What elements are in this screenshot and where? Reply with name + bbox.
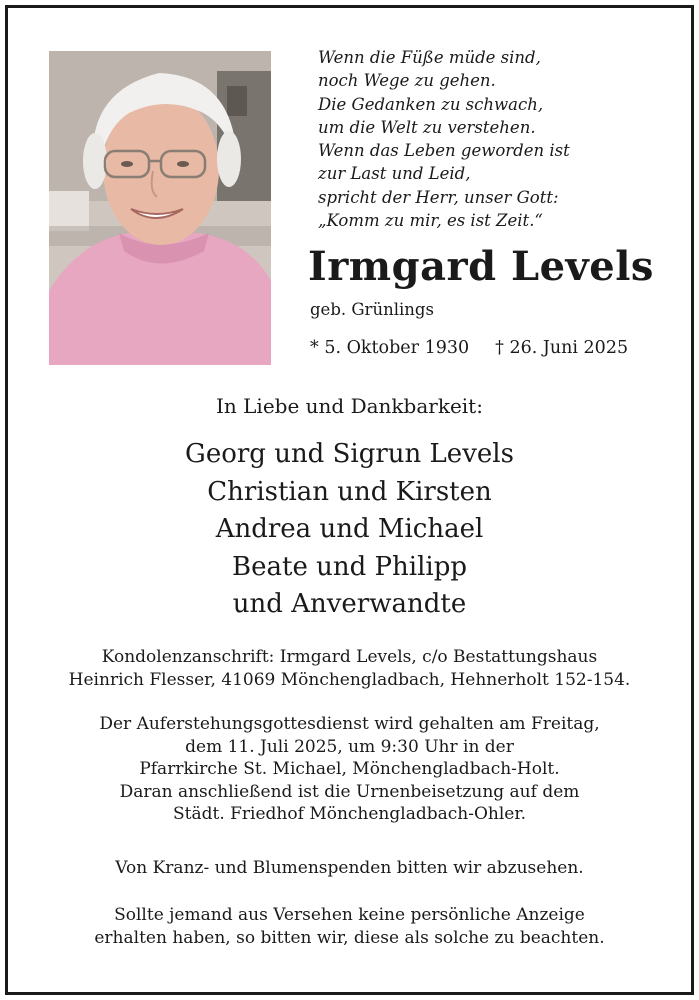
text-line: Daran anschließend ist die Urnenbeisetzung auf dem (119, 781, 580, 802)
service-details (0, 713, 699, 826)
text-line: Heinrich Flesser, 41069 Mönchengladbach, Hehnerholt 152-154. (68, 669, 631, 690)
greeting: In Liebe und Dankbarkeit: (216, 394, 483, 418)
text-line: Pfarrkirche St. Michael, Mönchengladbach-Holt. (139, 759, 560, 779)
text-line: Von Kranz- und Blumenspenden bitten wir abzusehen. (115, 858, 584, 878)
poem-line: Die Gedanken zu schwach, (318, 94, 544, 114)
mourners-list (0, 436, 699, 624)
poem-line: um die Welt zu verstehen. (318, 117, 536, 137)
mourner-line: Andrea und Michael (215, 514, 484, 544)
birth-date: * 5. Oktober 1930 (310, 338, 470, 358)
text-line: Städt. Friedhof Mönchengladbach-Ohler. (173, 804, 526, 824)
mourner-line: und Anverwandte (232, 589, 467, 619)
flowers-note (0, 857, 699, 880)
life-dates (310, 338, 628, 358)
notice-note (0, 904, 699, 949)
mourner-line: Georg und Sigrun Levels (185, 439, 514, 469)
poem-line: spricht der Herr, unser Gott: (318, 187, 559, 207)
mourner-line: Beate und Philipp (232, 551, 467, 582)
text-line: Kondolenzanschrift: Irmgard Levels, c/o Bestattungshaus (101, 647, 598, 667)
poem-line: noch Wege zu gehen. (318, 71, 496, 91)
text-line: erhalten haben, so bitten wir, diese als solche zu beachten. (94, 927, 605, 948)
mourner-line: Christian und Kirsten (207, 476, 492, 507)
text-line: dem 11. Juli 2025, um 9:30 Uhr in der (185, 736, 514, 757)
text-line: Der Auferstehungsgottesdienst wird gehalten am Freitag, (99, 714, 600, 734)
poem-line: „Komm zu mir, es ist Zeit.“ (318, 211, 543, 231)
poem-line: zur Last und Leid, (318, 164, 471, 184)
text-line: Sollte jemand aus Versehen keine persönliche Anzeige (114, 905, 585, 925)
poem-line: Wenn die Füße müde sind, (318, 48, 541, 67)
death-date: † 26. Juni 2025 (495, 338, 629, 358)
portrait-illustration (49, 51, 271, 365)
condolence-address (0, 646, 699, 691)
poem-line: Wenn das Leben geworden ist (318, 141, 570, 161)
portrait-photo (49, 51, 271, 365)
poem (318, 46, 678, 232)
deceased-name: Irmgard Levels (308, 243, 654, 290)
maiden-name: geb. Grünlings (310, 300, 434, 319)
